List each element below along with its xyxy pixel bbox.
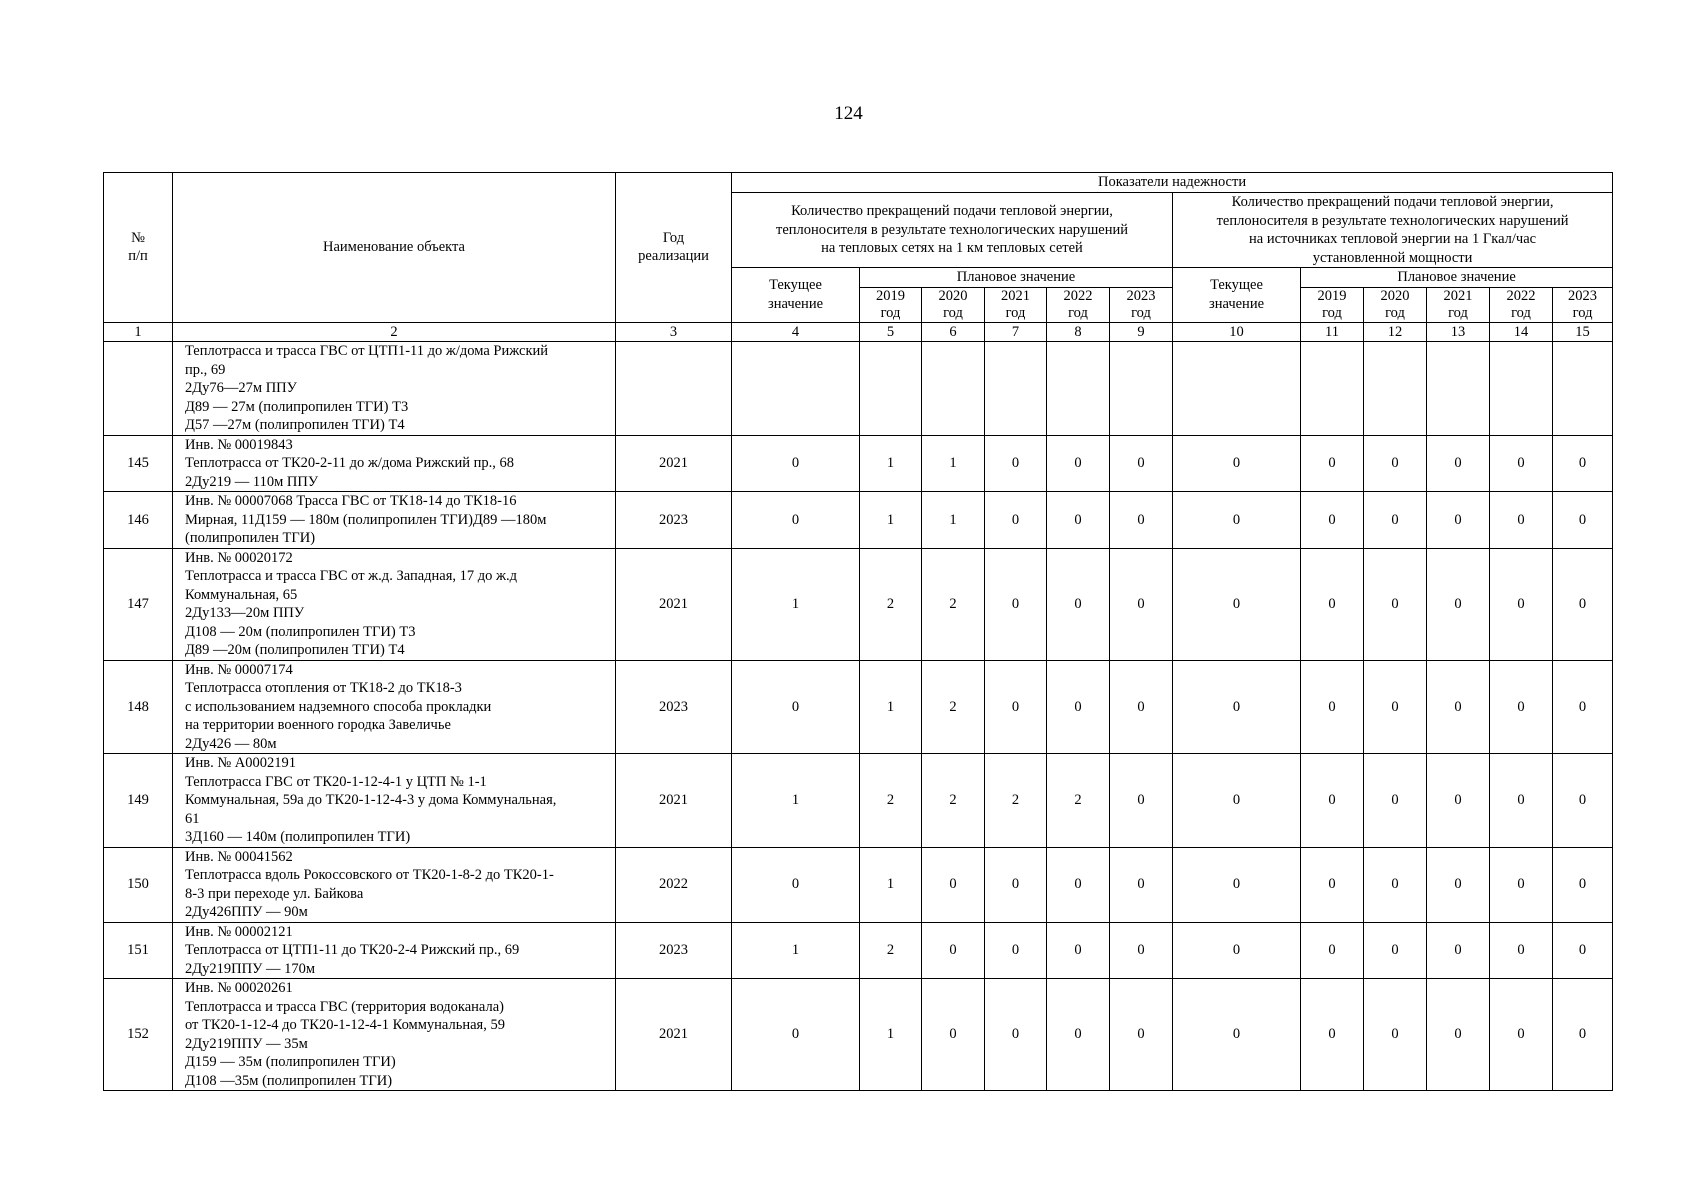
header-current-2: Текущее значение bbox=[1173, 268, 1301, 323]
indicator-value: 0 bbox=[1364, 847, 1427, 922]
header-num: № п/п bbox=[104, 173, 173, 323]
indicator-value: 0 bbox=[1427, 847, 1490, 922]
indicator-value: 0 bbox=[1364, 435, 1427, 492]
column-number: 4 bbox=[732, 322, 860, 342]
indicator-value: 0 bbox=[1047, 979, 1110, 1091]
object-name: Инв. № 00041562 Теплотрасса вдоль Рокоссовского от ТК20-1-8-2 до ТК20-1- 8-3 при переходе ул. Байкова 2Ду426ППУ — 90м bbox=[173, 847, 616, 922]
indicator-value: 1 bbox=[860, 492, 922, 549]
object-name: Инв. № 00020261 Теплотрасса и трасса ГВС (территория водоканала) от ТК20-1-12-4 до ТК20-1-12-4-1 Коммунальная, 59 2Ду219ППУ — 35м Д159 — 35м (полипропилен ТГИ) Д108 —35м (полипропилен ТГИ) bbox=[173, 979, 616, 1091]
indicator-value: 0 bbox=[1490, 847, 1553, 922]
object-name: Инв. № 00007174 Теплотрасса отопления от ТК18-2 до ТК18-3 с использованием надземного способа прокладки на территории военного городка Завеличье 2Ду426 — 80м bbox=[173, 660, 616, 754]
table-row bbox=[104, 548, 1613, 660]
header-year-2-2: 2021 год bbox=[1427, 287, 1490, 322]
indicator-value: 0 bbox=[1553, 922, 1613, 979]
implementation-year bbox=[616, 342, 732, 436]
indicator-value: 0 bbox=[732, 979, 860, 1091]
column-number: 5 bbox=[860, 322, 922, 342]
indicator-value: 0 bbox=[1173, 660, 1301, 754]
indicator-value bbox=[1364, 342, 1427, 436]
indicator-value: 0 bbox=[1364, 754, 1427, 848]
header-year-1-0: 2019 год bbox=[860, 287, 922, 322]
implementation-year: 2023 bbox=[616, 492, 732, 549]
indicator-value: 0 bbox=[732, 492, 860, 549]
table-row bbox=[104, 492, 1613, 549]
indicator-value bbox=[1173, 342, 1301, 436]
indicator-value: 0 bbox=[1427, 492, 1490, 549]
indicator-value: 0 bbox=[1301, 979, 1364, 1091]
indicator-value: 2 bbox=[922, 548, 985, 660]
implementation-year: 2023 bbox=[616, 660, 732, 754]
table-row bbox=[104, 435, 1613, 492]
indicator-value bbox=[922, 342, 985, 436]
indicator-value: 1 bbox=[860, 660, 922, 754]
column-number: 7 bbox=[985, 322, 1047, 342]
table-row bbox=[104, 979, 1613, 1091]
indicator-value: 0 bbox=[1364, 979, 1427, 1091]
indicator-value: 0 bbox=[1427, 548, 1490, 660]
indicator-value: 0 bbox=[1301, 660, 1364, 754]
row-num: 152 bbox=[104, 979, 173, 1091]
indicator-value: 2 bbox=[922, 754, 985, 848]
indicator-value: 1 bbox=[860, 435, 922, 492]
indicator-value: 0 bbox=[922, 979, 985, 1091]
table-row bbox=[104, 342, 1613, 436]
indicator-value: 0 bbox=[1047, 548, 1110, 660]
table-row bbox=[104, 754, 1613, 848]
indicator-value: 0 bbox=[1490, 979, 1553, 1091]
row-num: 147 bbox=[104, 548, 173, 660]
object-name: Инв. № 00002121 Теплотрасса от ЦТП1-11 до ТК20-2-4 Рижский пр., 69 2Ду219ППУ — 170м bbox=[173, 922, 616, 979]
indicator-value: 0 bbox=[1490, 548, 1553, 660]
header-reliability: Показатели надежности bbox=[732, 173, 1613, 193]
column-number: 8 bbox=[1047, 322, 1110, 342]
column-number: 2 bbox=[173, 322, 616, 342]
indicator-value: 2 bbox=[860, 548, 922, 660]
table-header bbox=[104, 173, 1613, 342]
indicator-value: 0 bbox=[1427, 660, 1490, 754]
indicator-value: 0 bbox=[1301, 435, 1364, 492]
indicator-value bbox=[1301, 342, 1364, 436]
indicator-value: 0 bbox=[1301, 922, 1364, 979]
indicator-value: 0 bbox=[1047, 492, 1110, 549]
row-num: 146 bbox=[104, 492, 173, 549]
indicator-value: 0 bbox=[1047, 435, 1110, 492]
implementation-year: 2021 bbox=[616, 754, 732, 848]
indicator-value: 0 bbox=[1110, 435, 1173, 492]
indicator-value: 0 bbox=[1427, 435, 1490, 492]
header-planned-1: Плановое значение bbox=[860, 268, 1173, 288]
indicator-value: 0 bbox=[985, 435, 1047, 492]
object-name: Теплотрасса и трасса ГВС от ЦТП1-11 до ж/дома Рижский пр., 69 2Ду76—27м ППУ Д89 — 27м (полипропилен ТГИ) Т3 Д57 —27м (полипропилен ТГИ) Т4 bbox=[173, 342, 616, 436]
object-name: Инв. № 00020172 Теплотрасса и трасса ГВС от ж.д. Западная, 17 до ж.д Коммунальная, 65 2Ду133—20м ППУ Д108 — 20м (полипропилен ТГИ) Т3 Д89 —20м (полипропилен ТГИ) Т4 bbox=[173, 548, 616, 660]
indicator-value: 2 bbox=[922, 660, 985, 754]
indicator-value: 0 bbox=[1364, 660, 1427, 754]
indicator-value bbox=[1427, 342, 1490, 436]
column-number: 6 bbox=[922, 322, 985, 342]
indicator-value: 0 bbox=[1301, 492, 1364, 549]
table-row bbox=[104, 847, 1613, 922]
implementation-year: 2022 bbox=[616, 847, 732, 922]
table-row bbox=[104, 922, 1613, 979]
indicator-value: 0 bbox=[985, 922, 1047, 979]
indicator-value: 0 bbox=[1553, 435, 1613, 492]
indicator-value: 2 bbox=[985, 754, 1047, 848]
indicator-value: 0 bbox=[1110, 660, 1173, 754]
indicator-value bbox=[732, 342, 860, 436]
indicator-value: 0 bbox=[1490, 922, 1553, 979]
object-name: Инв. № 00007068 Трасса ГВС от ТК18-14 до ТК18-16 Мирная, 11Д159 — 180м (полипропилен ТГИ)Д89 —180м (полипропилен ТГИ) bbox=[173, 492, 616, 549]
indicator-value: 0 bbox=[1173, 979, 1301, 1091]
indicator-value: 0 bbox=[1173, 922, 1301, 979]
indicator-value: 0 bbox=[1553, 548, 1613, 660]
column-number: 11 bbox=[1301, 322, 1364, 342]
indicator-value: 0 bbox=[985, 979, 1047, 1091]
indicator-value: 0 bbox=[985, 847, 1047, 922]
indicator-value: 0 bbox=[1301, 847, 1364, 922]
indicator-value: 0 bbox=[1490, 754, 1553, 848]
indicator-value: 0 bbox=[1490, 492, 1553, 549]
indicator-value: 0 bbox=[1173, 492, 1301, 549]
indicator-value: 0 bbox=[1490, 435, 1553, 492]
row-num: 145 bbox=[104, 435, 173, 492]
indicator-value: 0 bbox=[1364, 548, 1427, 660]
row-num: 148 bbox=[104, 660, 173, 754]
column-number: 14 bbox=[1490, 322, 1553, 342]
column-number: 12 bbox=[1364, 322, 1427, 342]
indicator-value: 0 bbox=[1110, 979, 1173, 1091]
indicator-value: 0 bbox=[1364, 922, 1427, 979]
header-year-1-2: 2021 год bbox=[985, 287, 1047, 322]
indicator-value: 1 bbox=[922, 435, 985, 492]
header-year-2-0: 2019 год bbox=[1301, 287, 1364, 322]
indicator-value: 0 bbox=[1047, 660, 1110, 754]
indicator-value: 0 bbox=[1110, 548, 1173, 660]
indicator-value: 0 bbox=[1110, 754, 1173, 848]
header-year-2-4: 2023 год bbox=[1553, 287, 1613, 322]
indicator-value: 0 bbox=[1047, 922, 1110, 979]
indicator-value: 0 bbox=[1427, 754, 1490, 848]
indicator-value: 0 bbox=[1553, 492, 1613, 549]
header-planned-2: Плановое значение bbox=[1301, 268, 1613, 288]
indicator-value: 0 bbox=[1427, 979, 1490, 1091]
implementation-year: 2021 bbox=[616, 979, 732, 1091]
row-num bbox=[104, 342, 173, 436]
object-name: Инв. № 00019843 Теплотрасса от ТК20-2-11 до ж/дома Рижский пр., 68 2Ду219 — 110м ППУ bbox=[173, 435, 616, 492]
indicator-value: 1 bbox=[860, 979, 922, 1091]
column-number: 9 bbox=[1110, 322, 1173, 342]
indicator-value: 0 bbox=[732, 660, 860, 754]
implementation-year: 2021 bbox=[616, 435, 732, 492]
header-year-1-3: 2022 год bbox=[1047, 287, 1110, 322]
header-group-sources: Количество прекращений подачи тепловой энергии, теплоносителя в результате технологических нарушений на источниках тепловой энергии на 1 Гкал/час установленной мощности bbox=[1173, 193, 1613, 268]
indicator-value: 0 bbox=[985, 548, 1047, 660]
page-number: 124 bbox=[834, 103, 863, 124]
column-number: 13 bbox=[1427, 322, 1490, 342]
reliability-table bbox=[103, 172, 1613, 1091]
row-num: 149 bbox=[104, 754, 173, 848]
indicator-value: 2 bbox=[860, 922, 922, 979]
table-row bbox=[104, 660, 1613, 754]
implementation-year: 2021 bbox=[616, 548, 732, 660]
header-year: Год реализации bbox=[616, 173, 732, 323]
indicator-value bbox=[1047, 342, 1110, 436]
header-year-1-1: 2020 год bbox=[922, 287, 985, 322]
column-number: 10 bbox=[1173, 322, 1301, 342]
column-number: 15 bbox=[1553, 322, 1613, 342]
indicator-value: 0 bbox=[1301, 754, 1364, 848]
indicator-value bbox=[860, 342, 922, 436]
indicator-value: 0 bbox=[1173, 754, 1301, 848]
row-num: 150 bbox=[104, 847, 173, 922]
indicator-value: 0 bbox=[1553, 660, 1613, 754]
indicator-value: 1 bbox=[860, 847, 922, 922]
indicator-value: 2 bbox=[860, 754, 922, 848]
indicator-value: 2 bbox=[1047, 754, 1110, 848]
header-year-1-4: 2023 год bbox=[1110, 287, 1173, 322]
indicator-value: 0 bbox=[922, 847, 985, 922]
indicator-value bbox=[1110, 342, 1173, 436]
column-number: 3 bbox=[616, 322, 732, 342]
indicator-value: 0 bbox=[1553, 754, 1613, 848]
indicator-value: 0 bbox=[1301, 548, 1364, 660]
header-year-2-1: 2020 год bbox=[1364, 287, 1427, 322]
indicator-value: 0 bbox=[1110, 847, 1173, 922]
indicator-value: 0 bbox=[1047, 847, 1110, 922]
row-num: 151 bbox=[104, 922, 173, 979]
indicator-value: 1 bbox=[732, 548, 860, 660]
indicator-value: 0 bbox=[1364, 492, 1427, 549]
indicator-value: 0 bbox=[1553, 979, 1613, 1091]
object-name: Инв. № А0002191 Теплотрасса ГВС от ТК20-1-12-4-1 у ЦТП № 1-1 Коммунальная, 59а до ТК20-1-12-4-3 у дома Коммунальная, 61 3Д160 — 140м (полипропилен ТГИ) bbox=[173, 754, 616, 848]
indicator-value: 0 bbox=[732, 435, 860, 492]
indicator-value: 0 bbox=[922, 922, 985, 979]
indicator-value: 0 bbox=[732, 847, 860, 922]
indicator-value: 0 bbox=[1427, 922, 1490, 979]
indicator-value: 1 bbox=[922, 492, 985, 549]
indicator-value: 0 bbox=[1110, 492, 1173, 549]
indicator-value: 0 bbox=[1490, 660, 1553, 754]
indicator-value: 0 bbox=[1173, 435, 1301, 492]
header-group-networks: Количество прекращений подачи тепловой энергии, теплоносителя в результате технологических нарушений на тепловых сетях на 1 км тепловых сетей bbox=[732, 193, 1173, 268]
indicator-value bbox=[1490, 342, 1553, 436]
indicator-value: 1 bbox=[732, 922, 860, 979]
indicator-value: 0 bbox=[985, 660, 1047, 754]
indicator-value: 0 bbox=[1110, 922, 1173, 979]
header-year-2-3: 2022 год bbox=[1490, 287, 1553, 322]
indicator-value bbox=[1553, 342, 1613, 436]
header-current-1: Текущее значение bbox=[732, 268, 860, 323]
indicator-value: 0 bbox=[985, 492, 1047, 549]
implementation-year: 2023 bbox=[616, 922, 732, 979]
indicator-value: 0 bbox=[1173, 548, 1301, 660]
indicator-value bbox=[985, 342, 1047, 436]
indicator-value: 1 bbox=[732, 754, 860, 848]
indicator-value: 0 bbox=[1173, 847, 1301, 922]
column-number: 1 bbox=[104, 322, 173, 342]
header-name: Наименование объекта bbox=[173, 173, 616, 323]
indicator-value: 0 bbox=[1553, 847, 1613, 922]
table-body bbox=[104, 342, 1613, 1091]
